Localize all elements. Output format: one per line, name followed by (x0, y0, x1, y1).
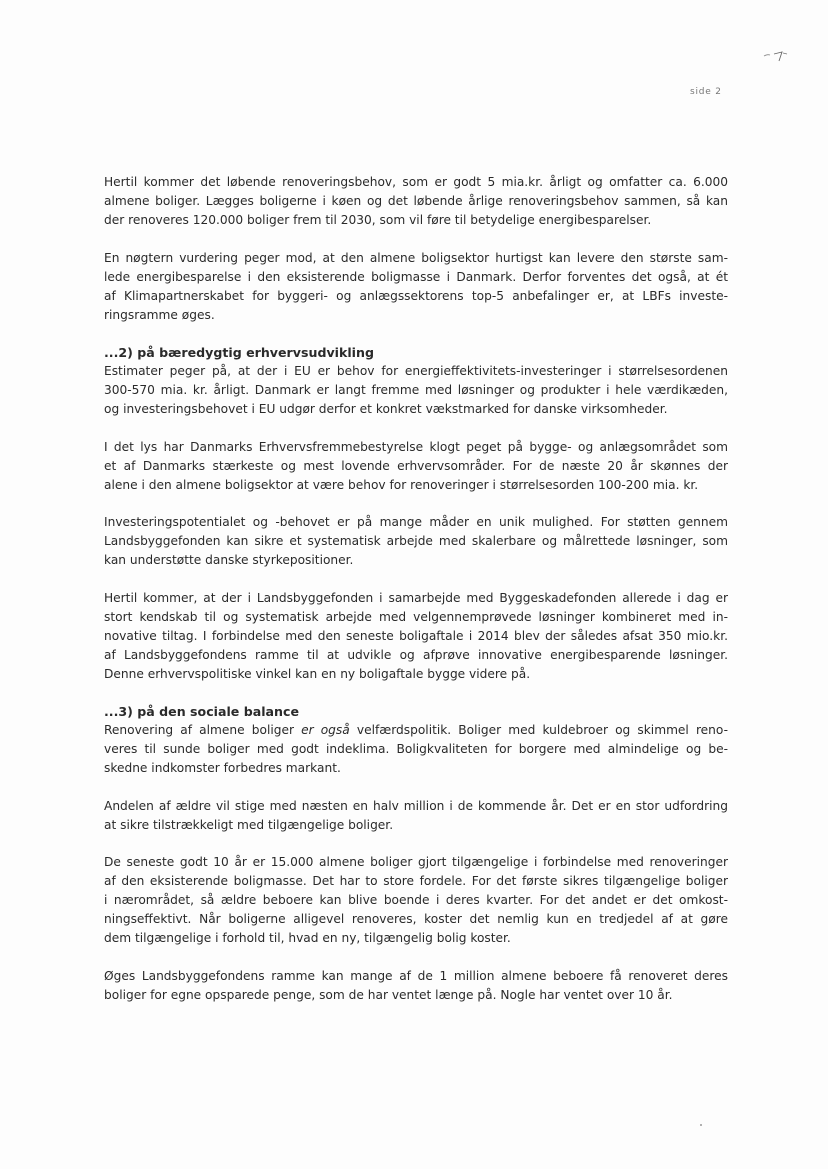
text-line: Estimater peger på, at der i EU er behov for energieffektivitets-investeringer i størrelsesordenen (104, 364, 728, 378)
document-body (104, 173, 728, 1023)
text-fragment: Renovering af almene boliger (104, 723, 302, 737)
paragraph (104, 721, 728, 778)
text-line: alene i den almene boligsektor at være behov for renoveringer i størrelsesorden 100-200 mia. kr. (104, 477, 699, 492)
text-line: novative tiltag. I forbindelse med den seneste boligaftale i 2014 blev der således afsat 350 mio.kr. (104, 628, 728, 643)
text-line: i nærområdet, så ældre beboere kan blive boende i deres kvarter. For det andet er det omkost- (104, 893, 728, 907)
text-line: I det lys har Danmarks Erhvervsfremmebestyrelse klogt peget på bygge- og anlægsområdet som (104, 439, 728, 454)
section-heading: ...2) på bæredygtig erhvervsudvikling (104, 345, 374, 360)
text-line: at sikre tilstrækkeligt med tilgængelige boliger. (104, 817, 394, 832)
text-line: et af Danmarks stærkeste og mest lovende erhvervsområder. For de næste 20 år skønnes der (104, 458, 728, 473)
text-line (104, 721, 728, 740)
scan-artifact-dot (700, 1124, 702, 1126)
text-line: Øges Landsbyggefondens ramme kan mange af de 1 million almene beboere få renoveret deres (104, 968, 728, 983)
paragraph (104, 362, 728, 419)
text-line: stort kendskab til og systematisk arbejde med velgennemprøvede løsninger kombineret med in- (104, 609, 728, 624)
text-line: Andelen af ældre vil stige med næsten en halv million i de kommende år. Det er en stor udfordring (104, 798, 728, 813)
text-line: Investeringspotentialet og -behovet er på mange måder en unik mulighed. For støtten gennem (104, 515, 728, 529)
text-line: af den eksisterende boligmasse. Det har to store fordele. For det første sikres tilgængelige boliger (104, 874, 728, 888)
emphasis-text: er også (301, 723, 350, 737)
section-sustainable-business (104, 343, 728, 419)
paragraph (104, 249, 728, 325)
text-line: boliger for egne opsparede penge, som de har ventet længe på. Nogle har ventet over 10 år. (104, 987, 673, 1002)
text-line: Hertil kommer det løbende renoveringsbehov, som er godt 5 mia.kr. årligt og omfatter ca. 6.000 (104, 175, 728, 189)
paragraph (104, 173, 728, 230)
page-number: side 2 (690, 87, 722, 97)
text-line: der renoveres 120.000 boliger frem til 2030, som vil føre til betydelige energibesparelser. (104, 213, 652, 227)
scan-artifact-mark (758, 44, 796, 64)
paragraph (104, 967, 728, 1005)
paragraph (104, 513, 728, 570)
text-fragment: velfærdspolitik. Boliger med kuldebroer og skimmel reno- (349, 723, 728, 737)
section-social-balance (104, 702, 728, 778)
text-line: af Klimapartnerskabet for byggeri- og anlægssektorens top-5 anbefalinger er, at LBFs investe- (104, 288, 728, 303)
text-line: 300-570 mia. kr. årligt. Danmark er langt fremme med løsninger og produkter i hele værdikæden, (104, 383, 728, 397)
section-heading: ...3) på den sociale balance (104, 704, 300, 719)
paragraph (104, 589, 728, 684)
text-line: lede energibesparelse i den eksisterende boligmasse i Danmark. Derfor forventes det også, at ét (104, 269, 728, 284)
text-line: ringsramme øges. (104, 307, 215, 322)
paragraph (104, 853, 728, 948)
text-line: kan understøtte danske styrkepositioner. (104, 553, 354, 567)
text-line: Hertil kommer, at der i Landsbyggefonden i samarbejde med Byggeskadefonden allerede i dag er (104, 590, 728, 605)
text-line: Landsbyggefonden kan sikre et systematisk arbejde med skalerbare og målrettede løsninger, som (104, 534, 728, 548)
text-line: ningseffektivt. Når boligerne alligevel renoveres, koster det nemlig kun en tredjedel af at gøre (104, 912, 728, 926)
text-line: Denne erhvervspolitiske vinkel kan en ny boligaftale bygge videre på. (104, 666, 531, 681)
paragraph (104, 797, 728, 835)
text-line: og investeringsbehovet i EU udgør derfor et konkret vækstmarked for danske virksomheder. (104, 402, 668, 416)
text-line: skedne indkomster forbedres markant. (104, 761, 341, 775)
text-line: almene boliger. Lægges boligerne i køen og det løbende årlige renoveringsbehov sammen, så kan (104, 194, 728, 208)
text-line: En nøgtern vurdering peger mod, at den almene boligsektor hurtigst kan levere den største sam- (104, 250, 728, 265)
paragraph (104, 438, 728, 495)
text-line: dem tilgængelige i forhold til, hvad en ny, tilgængelig bolig koster. (104, 931, 511, 945)
text-line: De seneste godt 10 år er 15.000 almene boliger gjort tilgængelige i forbindelse med renoveringer (104, 855, 728, 869)
text-line: af Landsbyggefondens ramme til at udvikle og afprøve innovative energibesparende løsninger. (104, 647, 728, 662)
text-line: veres til sunde boliger med godt indeklima. Boligkvaliteten for borgere med almindelige og be- (104, 742, 728, 756)
